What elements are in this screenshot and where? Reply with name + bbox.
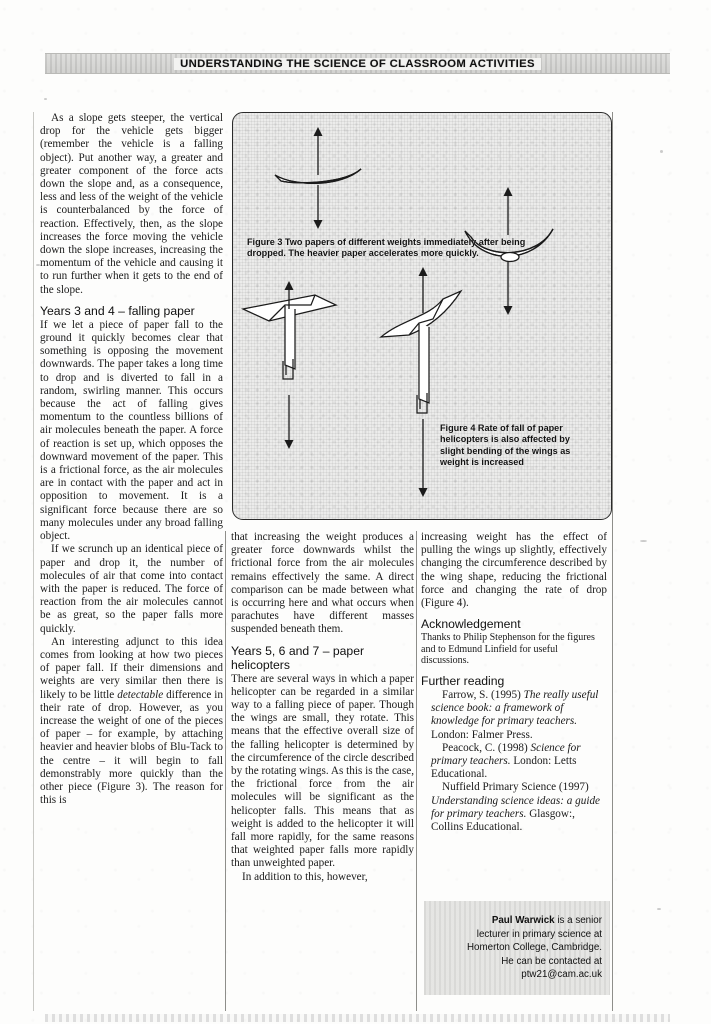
acknowledgement-body (421, 632, 607, 667)
reference-title: Science for primary teachers. (431, 741, 581, 768)
column-rule-left-edge (33, 112, 34, 1011)
section-heading-acknowledgement: Acknowledgement (421, 617, 521, 632)
scan-speck (36, 264, 40, 266)
section-heading-years-5-6-7: Years 5, 6 and 7 – paper helicopters (231, 643, 365, 672)
reference-list (421, 689, 607, 834)
column-middle (231, 531, 414, 884)
reference-author: Nuffield Primary Science (1997) (442, 781, 589, 794)
reference-title: Understanding science ideas: a guide for primary teachers. (431, 794, 601, 820)
author-name: Paul Warwick (491, 915, 555, 927)
page-header-title: UNDERSTANDING THE SCIENCE OF CLASSROOM ACTIVITIES (174, 58, 541, 70)
figure-3-caption: Figure 3 Two papers of different weights immediately after being dropped. The heavier paper accelerates more quickly. (247, 237, 526, 259)
column-right (421, 531, 607, 834)
scan-speck (657, 908, 661, 910)
paragraph: that increasing the weight produces a greater force downwards whilst the frictional force from the air molecules remains effectively the same. A direct comparison can be made between what is occurring here and what occurs when parachutes have different masses suspended beneath them. (231, 531, 414, 636)
reference-publisher: Glasgow:, Collins Educational. (431, 807, 575, 834)
reference-author: Peacock, C. (1998) (442, 741, 531, 754)
paragraph: In addition to this, however, (242, 870, 368, 883)
author-line-3: Homerton College, Cambridge. (466, 942, 602, 954)
figure-4-caption: Figure 4 Rate of fall of paper helicopters is also affected by slight bending of the wings as weight is increased (440, 423, 571, 468)
section-heading-further-reading: Further reading (421, 674, 505, 688)
reference-entry (421, 689, 607, 742)
paragraph: If we let a piece of paper fall to the ground it quickly becomes clear that something is opposing the movement downwards. The paper takes a long time to drop and is diverted to fall in a random, swirling manner. This occurs because the act of falling gives momentum to the countless billions of air molecules beneath the paper. A force of reaction is set up, which opposes the downward movement of the paper. This is a frictional force, as the air molecules are in contact with the paper and act in opposition to movement. It is a significant force because there are so many molecules under any broad falling object. (40, 318, 223, 543)
column-left (40, 112, 223, 807)
reference-publisher: London: Letts Educational. (431, 755, 577, 781)
reference-author: Farrow, S. (1995) (442, 689, 524, 701)
author-line-2: lecturer in primary science at (476, 928, 602, 940)
paragraph: An interesting adjunct to this idea comes from looking at how two pieces of paper fall. If their dimensions and weights are very similar then there is likely to be little detectable difference in their rate of drop. However, as you increase the weight of one of the pieces of paper – for example, by attaching heavier and heavier blobs of Blu-Tack to the centre – it will begin to fall demonstrably more quickly than the other piece (Figure 3). The reason for this is (40, 635, 224, 807)
column-rule-right-edge (612, 112, 613, 1011)
paragraph: There are several ways in which a paper helicopter can be regarded in a similar way to a falling piece of paper. Though the wings are small, they rotate. This means that the effective overall size of the falling helicopter is determined by the circumference of the circle described by the rotating wings. As this is the case, the frictional force from the air molecules will be significant as the helicopter falls. This means that as weight is added to the helicopter it will fall more rapidly, for the same reasons that weighted paper falls more rapidly than unweighted paper. (231, 672, 414, 870)
author-line-4: He can be contacted at (501, 955, 602, 967)
reference-entry (421, 781, 607, 834)
author-bio-box (424, 901, 610, 995)
author-line-1: is a senior (554, 915, 602, 927)
paragraph: Thanks to Philip Stephenson for the figures and to Edmund Linfield for useful discussions. (421, 632, 595, 667)
author-bio-text (457, 914, 610, 982)
body-right-helicopter (419, 323, 429, 403)
emphasis-detectable: detectable (117, 688, 164, 701)
paragraph: increasing weight has the effect of pulling the wings up slightly, effectively changing the circumference described by the wing shape, reducing the frictional force and changing the rate of drop (Figure 4). (421, 531, 607, 610)
paragraph: As a slope gets steeper, the vertical drop for the vehicle gets bigger (remember the vehicle is a falling object). Put another way, a greater and greater component of the force acts down the slope and, as a consequence, less and less of the weight of the vehicle is counterbalanced by the force of reaction. Effectively, then, as the slope increases the force moving the vehicle down the slope increases, increasing the momentum of the vehicle and causing it to run further when it gets to the end of the slope. (40, 112, 223, 296)
scan-speck (640, 540, 647, 542)
page-footer-band (45, 1014, 670, 1022)
scan-speck (44, 98, 47, 100)
figure-panel (232, 112, 612, 520)
reference-entry (421, 742, 607, 782)
author-email[interactable]: ptw21@cam.ac.uk (521, 969, 602, 981)
paragraph: If we scrunch up an identical piece of paper and drop it, the number of molecules of air that come into contact with the paper is reduced. The force of reaction from the air molecules cannot be as great, so the paper falls more quickly. (40, 543, 223, 635)
column-rule-1 (225, 531, 226, 1011)
page-header-banner (45, 53, 670, 74)
column-rule-2 (416, 531, 417, 1011)
reference-publisher: London: Falmer Press. (431, 728, 533, 741)
scan-speck (660, 150, 663, 153)
reference-title: The really useful science book: a framework of knowledge for primary teachers. (431, 689, 599, 728)
section-heading-years-3-4: Years 3 and 4 – falling paper (40, 303, 195, 318)
